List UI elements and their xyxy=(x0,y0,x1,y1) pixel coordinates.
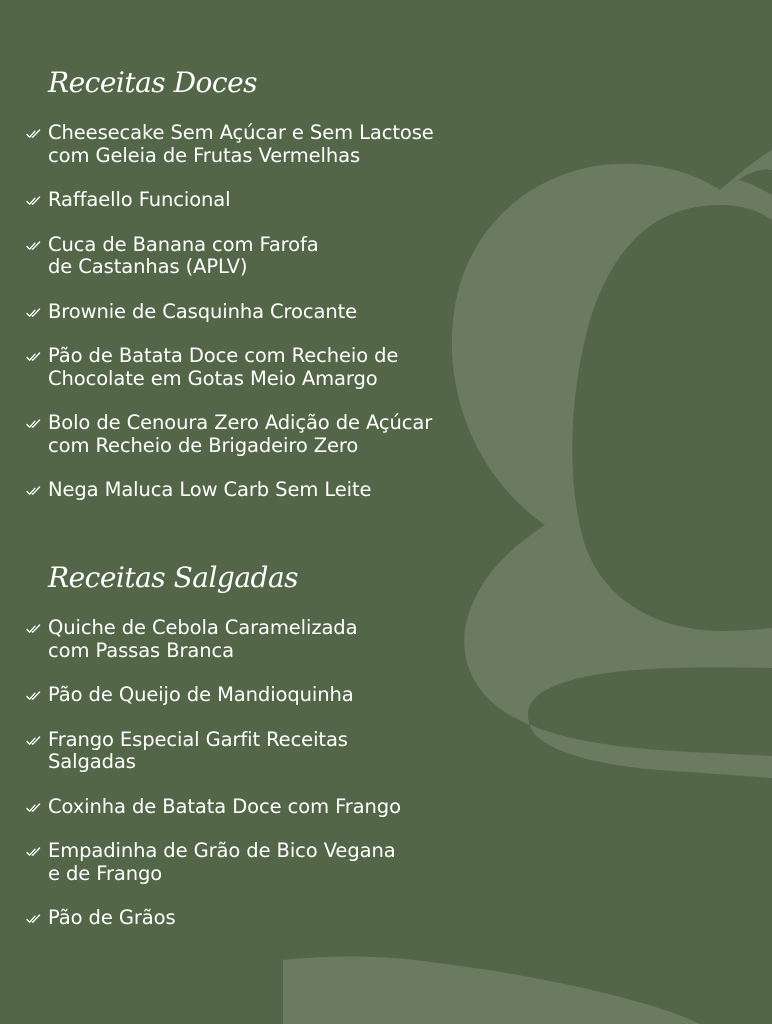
section-title-salgadas: Receitas Salgadas xyxy=(48,561,299,594)
recipe-name-line: Frango Especial Garfit Receitas xyxy=(48,727,348,751)
recipe-name-line: Cuca de Banana com Farofa xyxy=(48,232,319,256)
savory-recipes-list xyxy=(26,617,518,952)
recipe-item xyxy=(26,234,518,279)
recipe-name-line: de Castanhas (APLV) xyxy=(48,255,248,278)
recipe-name-line: Pão de Queijo de Mandioquinha xyxy=(48,683,354,706)
section-title-doces: Receitas Doces xyxy=(48,66,258,99)
recipe-item xyxy=(26,189,518,212)
recipe-name-line: Empadinha de Grão de Bico Vegana xyxy=(48,839,396,862)
recipe-name-line: com Passas Branca xyxy=(48,638,234,662)
recipe-name-line: Pão de Batata Doce com Recheio de xyxy=(48,344,399,367)
recipe-item xyxy=(26,729,518,774)
recipe-name-line: com Geleia de Frutas Vermelhas xyxy=(48,143,361,167)
double-check-icon xyxy=(26,351,42,363)
recipe-item xyxy=(26,840,518,885)
recipe-name-line: Nega Maluca Low Carb Sem Leite xyxy=(48,478,372,501)
recipe-item xyxy=(26,412,518,457)
double-check-icon xyxy=(26,307,42,319)
recipe-item xyxy=(26,345,518,390)
recipe-item xyxy=(26,479,518,502)
recipe-name-line: com Recheio de Brigadeiro Zero xyxy=(48,433,359,457)
double-check-icon xyxy=(26,846,42,858)
recipe-name-line: Chocolate em Gotas Meio Amargo xyxy=(48,366,378,390)
double-check-icon xyxy=(26,735,42,747)
recipe-name-line: Pão de Grãos xyxy=(48,906,176,929)
double-check-icon xyxy=(26,913,42,925)
recipe-item xyxy=(26,301,518,324)
recipe-item xyxy=(26,796,518,819)
double-check-icon xyxy=(26,418,42,430)
recipe-item xyxy=(26,617,518,662)
recipe-name-line: Quiche de Cebola Caramelizada xyxy=(48,616,358,639)
recipe-name-line: Cheesecake Sem Açúcar e Sem Lactose xyxy=(48,121,434,144)
sweet-recipes-list xyxy=(26,122,518,524)
recipe-item xyxy=(26,122,518,167)
double-check-icon xyxy=(26,128,42,140)
double-check-icon xyxy=(26,802,42,814)
double-check-icon xyxy=(26,240,42,252)
recipe-name-line: Raffaello Funcional xyxy=(48,188,231,211)
recipe-name-line: e de Frango xyxy=(48,861,163,885)
double-check-icon xyxy=(26,623,42,635)
recipe-name-line: Bolo de Cenoura Zero Adição de Açúcar xyxy=(48,411,433,434)
recipe-item xyxy=(26,684,518,707)
recipe-name-line: Brownie de Casquinha Crocante xyxy=(48,299,358,323)
recipe-name-line: Coxinha de Batata Doce com Frango xyxy=(48,794,401,818)
recipe-name-line: Salgadas xyxy=(48,750,136,773)
double-check-icon xyxy=(26,195,42,207)
double-check-icon xyxy=(26,485,42,497)
recipe-item xyxy=(26,907,518,930)
double-check-icon xyxy=(26,690,42,702)
